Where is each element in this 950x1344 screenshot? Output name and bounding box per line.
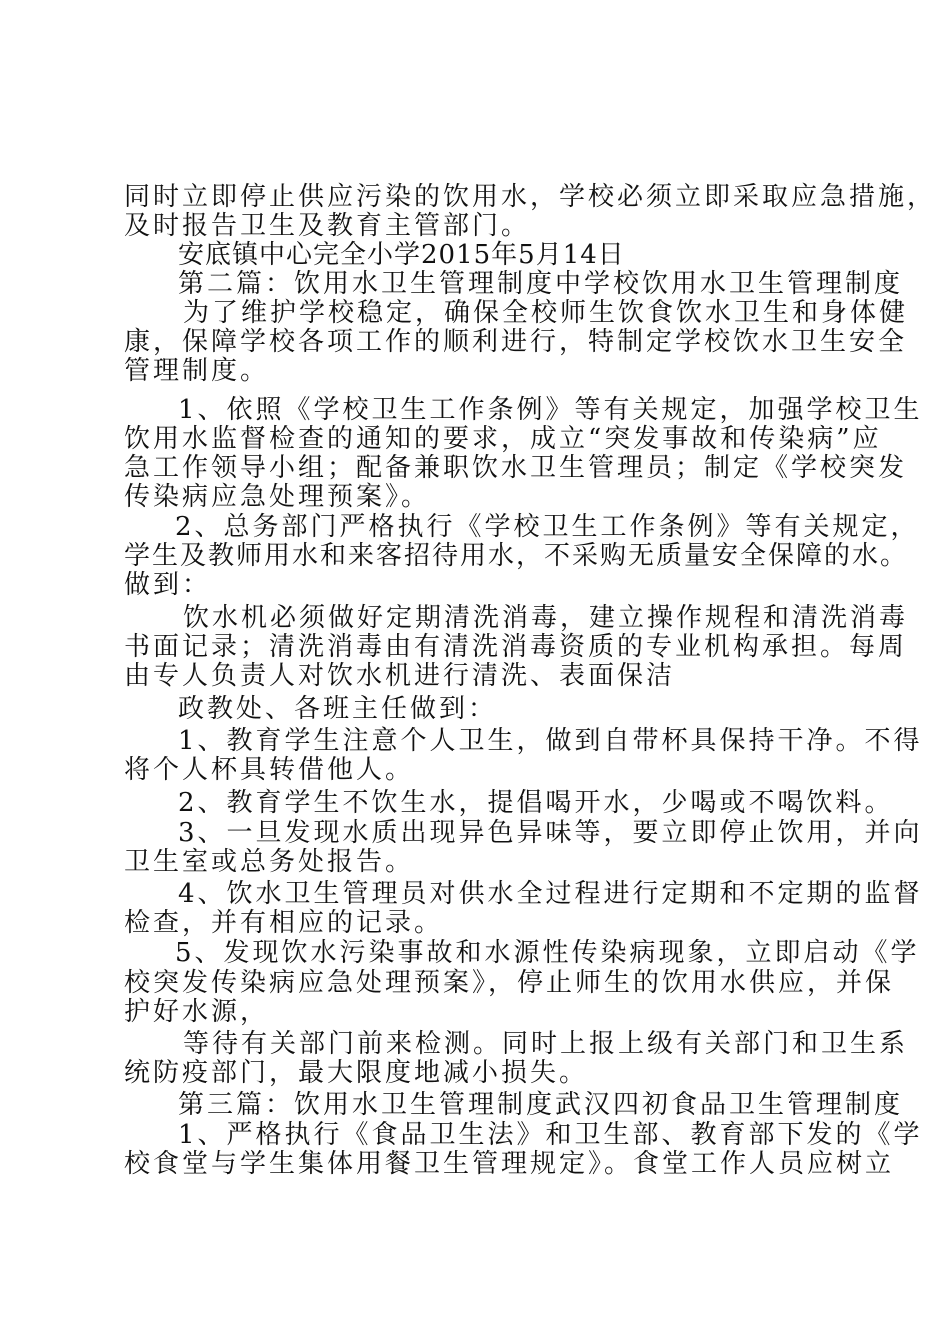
body-text-line: 5、发现饮水污染事故和水源性传染病现象，立即启动《学	[175, 938, 920, 968]
body-text-line: 管理制度。	[124, 356, 270, 386]
body-text-line: 1、严格执行《食品卫生法》和卫生部、教育部下发的《学	[178, 1120, 923, 1150]
body-text-line: 将个人杯具转借他人。	[124, 755, 415, 785]
body-text-line: 饮水机必须做好定期清洗消毒，建立操作规程和清洗消毒	[183, 603, 909, 633]
body-text-line: 政教处、各班主任做到：	[178, 694, 498, 724]
body-text-line: 及时报告卫生及教育主管部门。	[124, 211, 531, 241]
body-text-line: 传染病应急处理预案》。	[124, 482, 431, 512]
body-text-line: 1、依照《学校卫生工作条例》等有关规定，加强学校卫生	[178, 395, 923, 425]
body-text-line: 学生及教师用水和来客招待用水，不采购无质量安全保障的水。	[124, 541, 909, 571]
signature-line: 安底镇中心完全小学2015年5月14日	[178, 240, 625, 270]
body-text-line: 由专人负责人对饮水机进行清洗、表面保洁	[124, 661, 676, 691]
body-text-line: 1、教育学生注意个人卫生，做到自带杯具保持干净。不得	[178, 726, 923, 756]
section-heading: 第三篇：饮用水卫生管理制度武汉四初食品卫生管理制度	[178, 1090, 904, 1120]
body-text-line: 做到：	[124, 570, 212, 600]
body-text-line: 为了维护学校稳定，确保全校师生饮食饮水卫生和身体健	[183, 298, 909, 328]
body-text-line: 书面记录；清洗消毒由有清洗消毒资质的专业机构承担。每周	[124, 632, 908, 662]
body-text-line: 护好水源，	[124, 997, 270, 1027]
body-text-line: 2、总务部门严格执行《学校卫生工作条例》等有关规定，	[175, 512, 920, 542]
section-heading: 第二篇：饮用水卫生管理制度中学校饮用水卫生管理制度	[178, 269, 904, 299]
body-text-line: 2、教育学生不饮生水，提倡喝开水，少喝或不喝饮料。	[178, 788, 894, 818]
body-text-line: 检查，并有相应的记录。	[124, 908, 444, 938]
body-text-line: 等待有关部门前来检测。同时上报上级有关部门和卫生系	[183, 1029, 909, 1059]
body-text-line: 校突发传染病应急处理预案》，停止师生的饮用水供应，并保	[124, 968, 895, 998]
body-text-line: 同时立即停止供应污染的饮用水，学校必须立即采取应急措施，	[124, 182, 937, 212]
body-text-line: 饮用水监督检查的通知的要求，成立“突发事故和传染病”应	[124, 424, 882, 454]
body-text-line: 4、饮水卫生管理员对供水全过程进行定期和不定期的监督	[178, 879, 923, 909]
body-text-line: 康，保障学校各项工作的顺利进行，特制定学校饮水卫生安全	[124, 327, 908, 357]
body-text-line: 3、一旦发现水质出现异色异味等，要立即停止饮用，并向	[178, 818, 923, 848]
body-text-line: 统防疫部门，最大限度地减小损失。	[124, 1058, 589, 1088]
body-text-line: 校食堂与学生集体用餐卫生管理规定》。食堂工作人员应树立	[124, 1149, 895, 1179]
body-text-line: 卫生室或总务处报告。	[124, 847, 415, 877]
body-text-line: 急工作领导小组；配备兼职饮水卫生管理员；制定《学校突发	[124, 453, 908, 483]
